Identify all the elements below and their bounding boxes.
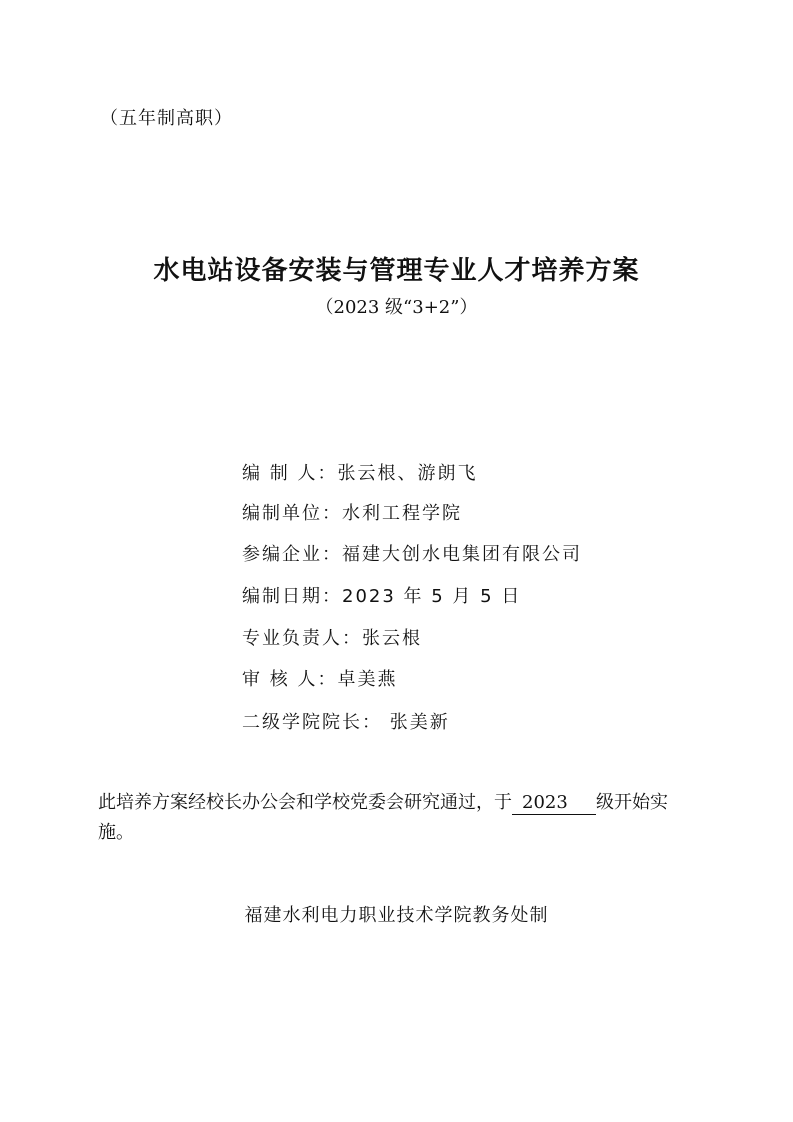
- info-partner-enterprise: 参编企业：福建大创水电集团有限公司: [242, 544, 582, 565]
- info-reviewer: 审 核 人：卓美燕: [242, 669, 398, 690]
- statement-year-field: 2023: [512, 792, 596, 815]
- approval-statement: [98, 788, 698, 848]
- document-title: 水电站设备安装与管理专业人才培养方案: [153, 256, 640, 286]
- statement-text-after: 级开始实施。: [98, 792, 668, 843]
- document-subtitle: （2023 级“3+2”）: [315, 297, 478, 318]
- info-compiler: 编 制 人：张云根、游朗飞: [242, 463, 478, 484]
- info-program-lead: 专业负责人：张云根: [242, 628, 422, 649]
- statement-text-before: 此培养方案经校长办公会和学校党委会研究通过，于: [98, 792, 512, 813]
- info-dean: 二级学院院长： 张美新: [242, 712, 450, 733]
- info-compile-date: 编制日期：2023 年 5 月 5 日: [242, 586, 522, 607]
- school-system-label: （五年制高职）: [100, 108, 233, 129]
- issuer-footer: 福建水利电力职业技术学院教务处制: [244, 905, 549, 926]
- info-compiling-unit: 编制单位：水利工程学院: [242, 503, 462, 524]
